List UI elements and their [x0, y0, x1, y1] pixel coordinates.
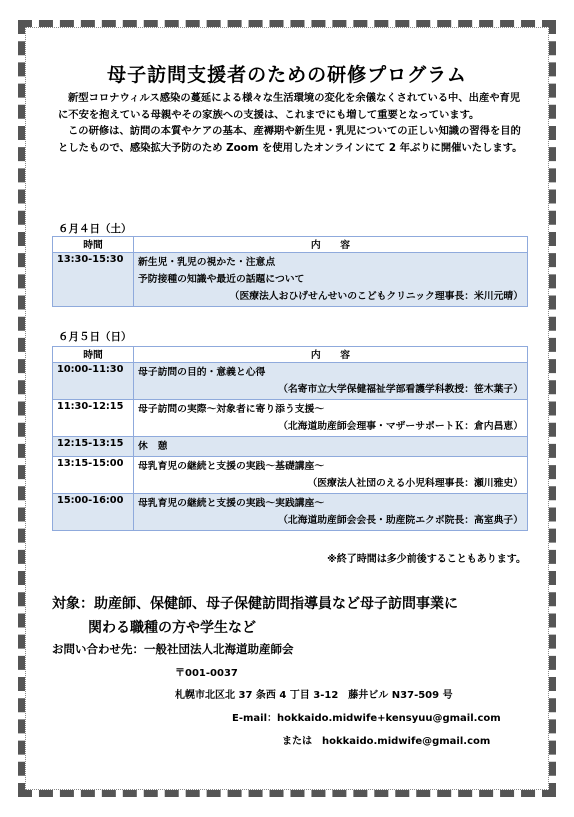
row-content: [134, 437, 528, 457]
session-speaker: （医療法人社団のえる小児科理事長：瀬川雅史）: [307, 478, 523, 489]
session-speaker: （北海道助産師会理事・マザーサポートＫ：倉内昌恵）: [278, 421, 523, 432]
day1-schedule-table: [52, 236, 528, 307]
address: 札幌市北区北 37 条西 4 丁目 3-12 藤井ビル N37-509 号: [175, 690, 453, 701]
row-time: 15:00-16:00: [53, 494, 134, 531]
header-content: 内 容: [134, 237, 528, 253]
table-row: [53, 363, 528, 400]
session-title: 母子訪問の目的・意義と心得: [138, 367, 266, 378]
row-time: 12:15-13:15: [53, 437, 134, 457]
page-title: 母子訪問支援者のための研修プログラム: [107, 64, 467, 86]
row-time: 10:00-11:30: [53, 363, 134, 400]
row-content: [134, 457, 528, 494]
day2-date: ６月５日（日）: [58, 331, 132, 343]
session-title: 新生児・乳児の視かた・注意点: [138, 257, 276, 268]
row-content: [134, 494, 528, 531]
row-time: 11:30-12:15: [53, 400, 134, 437]
contact-label: お問い合わせ先：一般社団法人北海道助産師会: [52, 642, 294, 656]
session-title: 母乳育児の継続と支援の実践～実践講座～: [138, 498, 325, 509]
intro-text: [58, 90, 528, 156]
table-row: [53, 494, 528, 531]
email: E-mail：hokkaido.midwife+kensyuu@gmail.com: [232, 713, 501, 724]
session-speaker: （北海道助産師会会長・助産院エクボ院長：高室典子）: [278, 515, 523, 526]
target-line-2: 関わる職種の方や学生など: [88, 620, 256, 636]
intro-paragraph-2: この研修は、訪問の本質やケアの基本、産褥期や新生児・乳児についての正しい知識の習得を目的としたもので、感染拡大予防のため Zoom を使用したオンラインにて 2 年ぶりに開催いたします。: [58, 125, 523, 154]
session-speaker: （医療法人おひげせんせいのこどもクリニック理事長：米川元晴）: [229, 291, 523, 302]
header-time: 時間: [53, 237, 134, 253]
header-time: 時間: [53, 347, 134, 363]
table-row: [53, 457, 528, 494]
alt-email: または hokkaido.midwife@gmail.com: [282, 736, 491, 747]
day2-schedule-table: [52, 346, 528, 531]
intro-paragraph-1: 新型コロナウィルス感染の蔓延による様々な生活環境の変化を余儀なくされている中、出産や育児に不安を抱えている母親やその家族への支援は、これまでにも増して重要となっています。: [58, 92, 521, 121]
table-row: [53, 253, 528, 307]
row-content: [134, 363, 528, 400]
table-header-row: [53, 347, 528, 363]
session-title: 休 憩: [138, 441, 168, 452]
session-title: 母乳育児の継続と支援の実践～基礎講座～: [138, 461, 325, 472]
table-row: [53, 437, 528, 457]
postal-code: 〒001-0037: [175, 668, 238, 679]
end-time-note: ※終了時間は多少前後することもあります。: [327, 554, 526, 565]
row-time: 13:15-15:00: [53, 457, 134, 494]
target-audience: [52, 592, 458, 640]
target-line-1: 対象：助産師、保健師、母子保健訪問指導員など母子訪問事業に: [52, 596, 458, 612]
session-title: 母子訪問の実際～対象者に寄り添う支援～: [138, 404, 325, 415]
table-header-row: [53, 237, 528, 253]
session-speaker: （名寄市立大学保健福祉学部看護学科教授：笹木葉子）: [278, 384, 523, 395]
row-content: [134, 253, 528, 307]
session-title: 予防接種の知識や最近の話題について: [138, 274, 305, 285]
row-time: 13:30-15:30: [53, 253, 134, 307]
table-row: [53, 400, 528, 437]
row-content: [134, 400, 528, 437]
header-content: 内 容: [134, 347, 528, 363]
day1-date: ６月４日（土）: [58, 223, 132, 235]
